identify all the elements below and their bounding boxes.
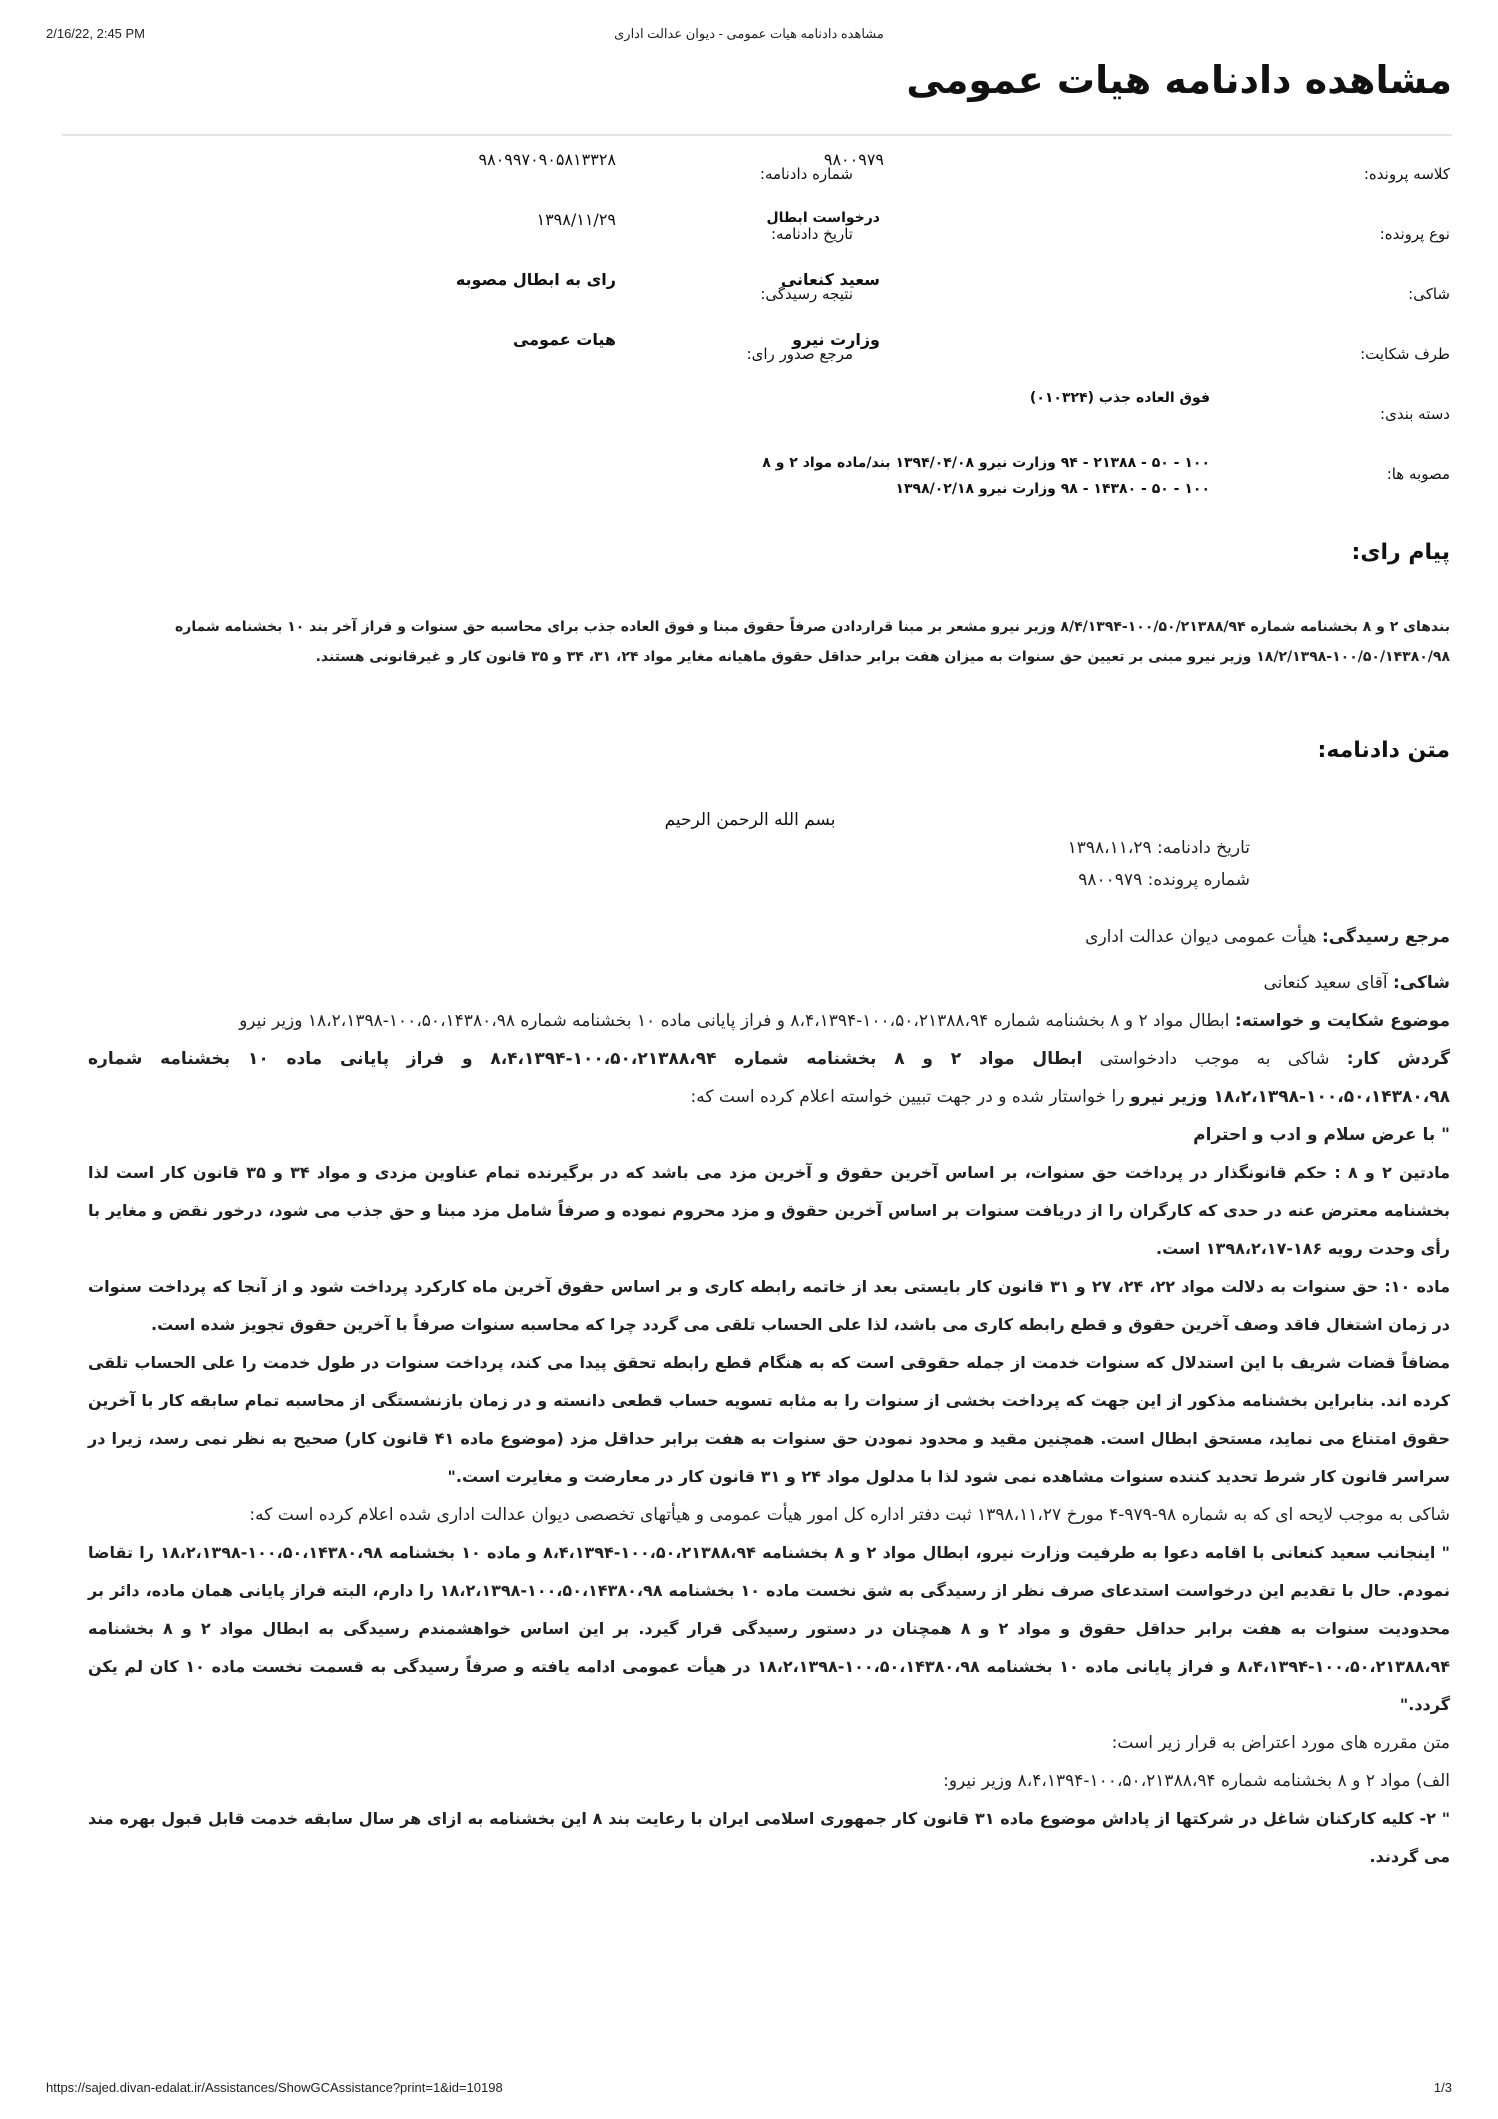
ruling-text-title: متن دادنامه: xyxy=(1317,738,1450,763)
print-datetime: 2/16/22, 2:45 PM xyxy=(46,26,146,41)
process-intro: شاکی به موجب دادخواستی xyxy=(1099,1049,1330,1069)
plaintiff-value: آقای سعید کنعانی xyxy=(1263,973,1388,993)
print-header xyxy=(0,26,1498,46)
item-alef: الف) مواد ۲ و ۸ بخشنامه شماره ۱۰۰،۵۰،۲۱۳۸۸،۹۴-۸،۴،۱۳۹۴ وزیر نیرو: xyxy=(943,1771,1450,1791)
meta-value: درخواست ابطال xyxy=(766,210,880,226)
subject-value: ابطال مواد ۲ و ۸ بخشنامه شماره ۱۰۰،۵۰،۲۱۳۸۸،۹۴-۸،۴،۱۳۹۴ و فراز پایانی ماده ۱۰ بخشنامه شماره ۱۰۰،۵۰،۱۴۳۸۰،۹۸-۱۸،۲،۱۳۹۸ وزیر نیرو xyxy=(239,1011,1230,1031)
quote-article-2: " ۲- کلیه کارکنان شاغل در شرکتها از پاداش موضوع ماده ۳۱ قانون کار جمهوری اسلامی ایران با رعایت بند ۸ این بخشنامه به ازای هر سال سابقه خدمت قابل قبول بهره مند می گردند. xyxy=(88,1809,1451,1866)
meta-value: هیات عمومی xyxy=(512,330,616,349)
page-number: 1/3 xyxy=(1433,2080,1452,2095)
ruling-header-block xyxy=(88,832,1450,896)
meta-value: رای به ابطال مصوبه xyxy=(455,270,616,289)
bill-paragraph: شاکی به موجب لایحه ای که به شماره ۹۸-۹۷۹-۴ مورخ ۱۳۹۸،۱۱،۲۷ ثبت دفتر اداره کل امور هیأت عمومی و هیأتهای تخصصی دیوان عدالت اداری شده اعلام کرده است که: xyxy=(249,1505,1450,1525)
title-divider xyxy=(62,134,1452,136)
subject-label: موضوع شکایت و خواسته: xyxy=(1234,1011,1450,1031)
authority-label: مرجع رسیدگی: xyxy=(1321,927,1450,947)
process-label: گردش کار: xyxy=(1346,1049,1451,1069)
approvals-list xyxy=(510,450,1210,502)
ruling-date-line xyxy=(88,832,1450,864)
meta-value: ۱۳۹۸/۱۱/۲۹ xyxy=(536,210,616,229)
authority-value: هیأت عمومی دیوان عدالت اداری xyxy=(1085,927,1317,947)
ruling-case-value: ۹۸۰۰۹۷۹ xyxy=(1078,870,1143,890)
process-paragraph xyxy=(88,1040,1450,1116)
meta-row-approvals xyxy=(0,450,1498,510)
request-paragraph: " اینجانب سعید کنعانی با اقامه دعوا به طرفیت وزارت نیرو، ابطال مواد ۲ و ۸ بخشنامه ۱۰۰،۵۰،۲۱۳۸۸،۹۴-۸،۴،۱۳۹۴ و ماده ۱۰ بخشنامه ۱۰۰،۵۰،۱۴۳۸۰،۹۸-۱۸،۲،۱۳۹۸ را تقاضا نمودم. حال با تقدیم این درخواست استدعای صرف نظر از رسیدگی به شق نخست ماده ۱۰ بخشنامه ۱۰۰،۵۰،۱۴۳۸۰،۹۸-۱۸،۲،۱۳۹۸ را دارم، البته فراز پایانی همان ماده، دائر بر محدودیت سنوات به هفت برابر حداقل حقوق و مواد ۲ و ۸ همچنان در دستور رسیدگی قرار گیرد. بر این اساس خواهشمندم رسیدگی به ابطال مواد ۲ و ۸ بخشنامه ۱۰۰،۵۰،۲۱۳۸۸،۹۴-۸،۴،۱۳۹۴ و فراز پایانی ماده ۱۰ بخشنامه ۱۰۰،۵۰،۱۴۳۸۰،۹۸-۱۸،۲،۱۳۹۸ در هیأت عمومی ادامه یافته و صرفاً رسیدگی به قسمت نخست ماده ۱۰ کان لم یکن گردد." xyxy=(88,1543,1451,1714)
meta-label: دسته بندی: xyxy=(1380,405,1450,423)
process-tail: را خواستار شده و در جهت تبیین خواسته اعلام کرده است که: xyxy=(690,1087,1125,1107)
ruling-date-label: تاریخ دادنامه: xyxy=(1157,838,1250,858)
meta-row xyxy=(0,390,1498,430)
meta-row xyxy=(0,210,1498,250)
meta-label: کلاسه پرونده: xyxy=(1363,165,1450,183)
meta-value: ۹۸۰۰۹۷۹ xyxy=(823,150,884,169)
ruling-date-value: ۱۳۹۸،۱۱،۲۹ xyxy=(1067,838,1152,858)
meta-label: نوع پرونده: xyxy=(1379,225,1450,243)
print-url[interactable]: https://sajed.divan-edalat.ir/Assistances/ShowGCAssistance?print=1&id=10198 xyxy=(46,2080,503,2095)
meta-label: شاکی: xyxy=(1408,285,1450,303)
meta-label: طرف شکایت: xyxy=(1360,345,1450,363)
meta-label: شماره دادنامه: xyxy=(759,165,853,183)
plaintiff-label: شاکی: xyxy=(1393,973,1450,993)
ruling-case-label: شماره پرونده: xyxy=(1147,870,1250,890)
meta-value: سعید کنعانی xyxy=(780,270,880,289)
print-document-title: مشاهده دادنامه هیات عمومی - دیوان عدالت اداری xyxy=(614,26,884,41)
articles-2-8-paragraph: مادتین ۲ و ۸ : حکم قانونگذار در پرداخت حق سنوات، بر اساس آخرین حقوق و آخرین مزد می باشد که در برگیرنده تمام عناوین مزدی و مواد ۳۴ و ۳۵ قانون کار است لذا بخشنامه معترض عنه در حدی که کارگران را از دریافت سنوات بر اساس آخرین حقوق و مزد محروم نموده و صرفاً شامل مزد مبنا و حق جذب می شود، درخور نقض و مغایر با رأی وحدت رویه ۱۸۶-۱۳۹۸،۲،۱۷ است. xyxy=(88,1163,1451,1258)
verdict-message-text: بندهای ۲ و ۸ بخشنامه شماره ۱۰۰/۵۰/۲۱۳۸۸/۹۴-۸/۴/۱۳۹۴ وزیر نیرو مشعر بر مبنا قراردادن صرفاً حقوق مبنا و فوق العاده جذب برای محاسبه حق سنوات و فراز آخر بند ۱۰ بخشنامه شماره ۱۰۰/۵۰/۱۴۳۸۰/۹۸-۱۸/۲/۱۳۹۸ وزیر نیرو مبنی بر تعیین حق سنوات به میزان هفت برابر حداقل حقوق ماهیانه مغایر مواد ۲۴، ۳۱، ۳۴ و ۳۵ قانون کار و غیرقانونی هستند. xyxy=(175,619,1450,665)
meta-row xyxy=(0,150,1498,190)
article-10-paragraph: ماده ۱۰: حق سنوات به دلالت مواد ۲۲، ۲۴، ۲۷ و ۳۱ قانون کار بایستی بعد از خاتمه رابطه کاری و بر اساس حقوق آخرین ماه کارکرد پرداخت شود و از آنجا که پرداخت سنوات در زمان اشتغال فاقد وصف آخرین حقوق و قطع رابطه کاری می باشد، لذا علی الحساب تلقی می گردد چرا که محاسبه سنوات صرفاً با آخرین حقوق تجویز شده است. xyxy=(88,1277,1451,1334)
meta-value: فوق العاده جذب (۰۱۰۳۲۴) xyxy=(1029,390,1210,406)
subject-paragraph xyxy=(88,1002,1450,1040)
meta-label: مصوبه ها: xyxy=(1386,465,1450,483)
meta-label: تاریخ دادنامه: xyxy=(770,225,853,243)
meta-label: نتیجه رسیدگی: xyxy=(760,285,853,303)
approval-item[interactable]: ۱۰۰ - ۵۰ - ۲۱۳۸۸ - ۹۴ وزارت نیرو ۱۳۹۴/۰۴/۰۸ بند/ماده مواد ۲ و ۸ xyxy=(762,455,1210,471)
approval-item[interactable]: ۱۰۰ - ۵۰ - ۱۴۳۸۰ - ۹۸ وزارت نیرو ۱۳۹۸/۰۲/۱۸ xyxy=(895,481,1210,497)
meta-row xyxy=(0,270,1498,310)
moreover-paragraph: مضافاً قضات شریف با این استدلال که سنوات خدمت از جمله حقوقی است که به هنگام قطع رابطه تحقق پیدا می کند، پرداخت سنوات در طول خدمت را علی الحساب تلقی کرده اند. بنابراین بخشنامه مذکور از این جهت که پرداخت بخشی از سنوات را به مثابه تسویه حساب قطعی دانسته و در زمان بازنشستگی از محاسبه تمام سابقه کار با آخرین حقوق امتناع می نماید، مستحق ابطال است. همچنین مقید و محدود نمودن حق سنوات به هفت برابر حداقل مزد (موضوع ماده ۴۱ قانون کار) صحیح به نظر نمی رسد، زیرا در سراسر قانون کار شرط تحدید کننده سنوات مشاهده نمی شود لذا با مدلول مواد ۲۴ و ۳۱ قانون کار در معارضت و مغایرت است." xyxy=(88,1353,1450,1486)
process-request: ابطال مواد ۲ و ۸ بخشنامه شماره ۱۰۰،۵۰،۲۱۳۸۸،۹۴-۸،۴،۱۳۹۴ و فراز پایانی ماده ۱۰ بخشنامه شماره ۱۰۰،۵۰،۱۴۳۸۰،۹۸-۱۸،۲،۱۳۹۸ وزیر نیرو xyxy=(88,1049,1450,1107)
plaintiff-line xyxy=(88,964,1450,1002)
ruling-case-line xyxy=(88,864,1450,896)
case-metadata xyxy=(0,150,1498,510)
bismillah: بسم الله الرحمن الرحیم xyxy=(664,810,836,830)
page-title: مشاهده دادنامه هیات عمومی xyxy=(906,58,1452,102)
ruling-body xyxy=(88,918,1450,1876)
meta-label: مرجع صدور رای: xyxy=(746,345,853,363)
meta-value: ۹۸۰۹۹۷۰۹۰۵۸۱۳۳۲۸ xyxy=(478,150,616,169)
contested-intro: متن مقرره های مورد اعتراض به قرار زیر است: xyxy=(1111,1733,1450,1753)
greeting: " با عرض سلام و ادب و احترام xyxy=(1193,1125,1450,1145)
verdict-message-title: پیام رای: xyxy=(1351,540,1450,565)
authority-line xyxy=(88,918,1450,956)
meta-value: وزارت نیرو xyxy=(792,330,880,349)
meta-row xyxy=(0,330,1498,370)
